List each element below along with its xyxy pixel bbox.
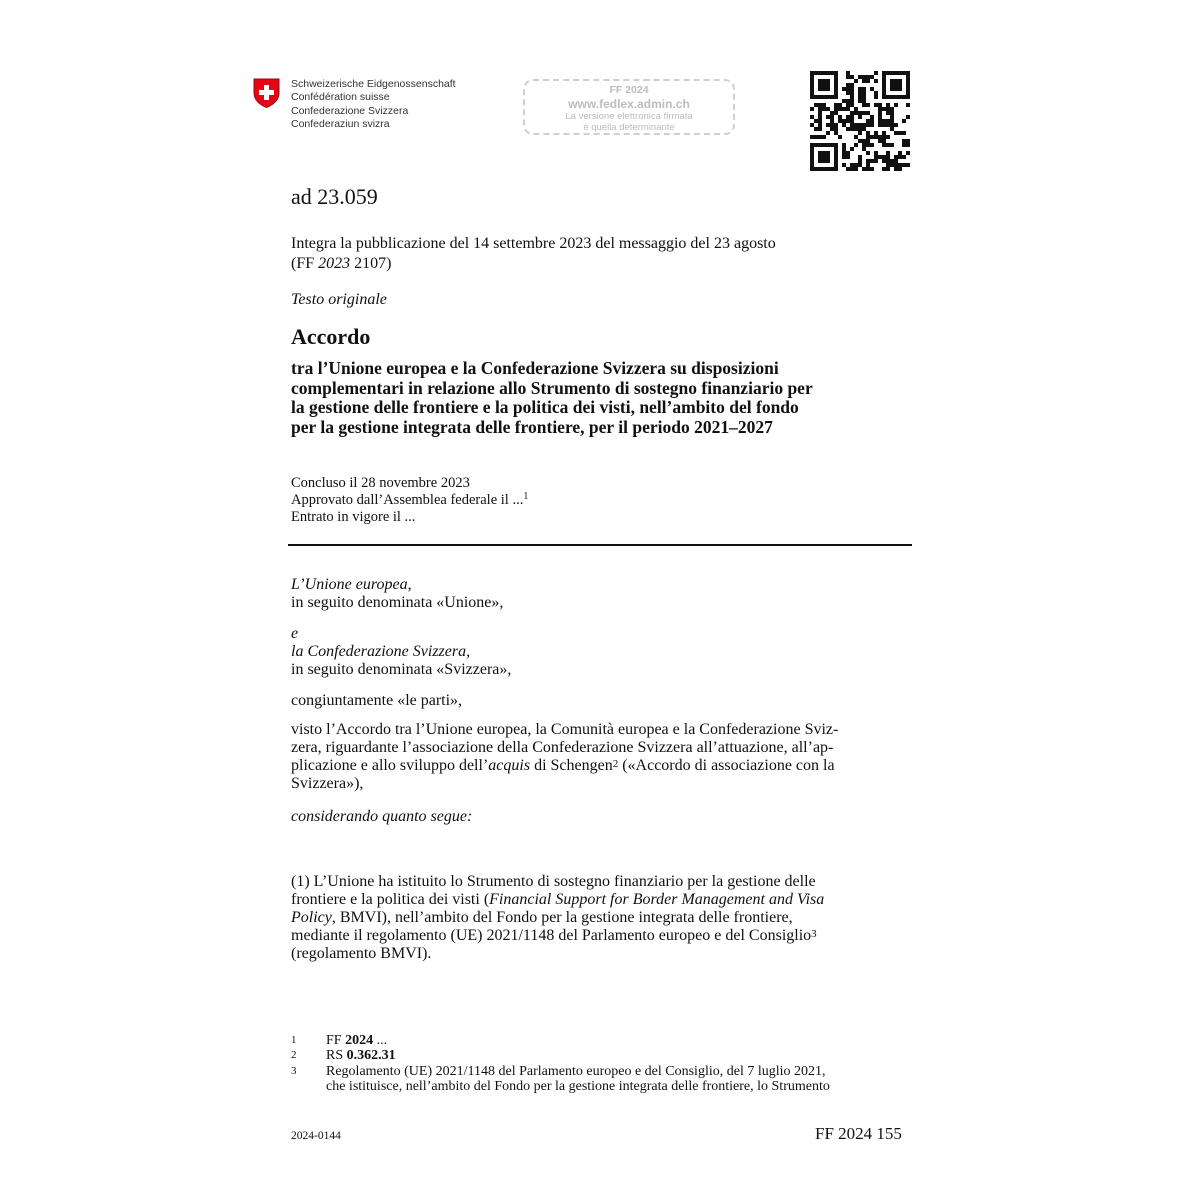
- recital-line: (1) L’Unione ha istituito lo Strumento di sostegno finanziario per la gestione delle: [291, 873, 816, 890]
- confederation-name-rm: Confederaziun svizra: [291, 117, 390, 130]
- footnote-2: [291, 1048, 910, 1063]
- intro-line-2: [291, 254, 776, 274]
- stamp-edition: FF 2024: [609, 84, 649, 96]
- party-ch: [291, 625, 910, 679]
- recital-line: [291, 891, 910, 909]
- party-eu-denomination: in seguito denominata «Unione»,: [291, 594, 504, 611]
- subtitle-line: complementari in relazione allo Strumento di sostegno finanziario per: [291, 377, 813, 398]
- visto-text: di Schengen: [530, 757, 613, 774]
- party-ch-name: la Confederazione Svizzera,: [291, 643, 471, 660]
- confederation-name-de: Schweizerische Eidgenossenschaft: [291, 78, 456, 90]
- visto-line: Svizzera»),: [291, 775, 364, 792]
- stamp-note-1: La versione elettronica firmata: [565, 111, 693, 122]
- visto-line: zera, riguardante l’associazione della Confederazione Svizzera all’attuazione, all’ap-: [291, 739, 834, 756]
- page-title: Accordo: [291, 324, 371, 349]
- in-force-date: Entrato in vigore il ...: [291, 509, 416, 525]
- concluded-date: Concluso il 28 novembre 2023: [291, 475, 470, 491]
- recital-text: , BMVI), nell’ambito del Fondo per la gestione integrata delle frontiere,: [331, 909, 793, 926]
- swiss-coat-of-arms-icon: [253, 78, 280, 108]
- subtitle-line: per la gestione integrata delle frontiere, per il periodo 2021–2027: [291, 416, 773, 437]
- footnote-1: [291, 1033, 910, 1048]
- footnote-text: FF: [326, 1033, 346, 1048]
- stamp-note-2: è quella determinante: [583, 122, 675, 133]
- footnote-ref-2[interactable]: 2: [612, 758, 619, 770]
- qr-code-icon: [810, 71, 910, 171]
- intro-line-1: Integra la pubblicazione del 14 settembre 2023 del messaggio del 23 agosto: [291, 235, 776, 252]
- intro-ff-page: 2107): [350, 255, 392, 272]
- visto-clause: [291, 721, 910, 793]
- confederation-name-it: Confederazione Svizzera: [291, 104, 409, 117]
- jointly-clause: congiuntamente «le parti»,: [291, 692, 463, 709]
- party-eu-name: L’Unione europea,: [291, 576, 412, 593]
- footnote-bold: 0.362.31: [346, 1048, 396, 1064]
- footnote-text: RS: [326, 1048, 347, 1064]
- stamp-url: www.fedlex.admin.ch: [568, 97, 690, 111]
- recital-1: [291, 873, 910, 963]
- document-code: 2024-0144: [291, 1130, 341, 1142]
- intro-ff-prefix: (FF: [291, 255, 319, 272]
- party-ch-denomination: in seguito denominata «Svizzera»,: [291, 661, 512, 678]
- footnote-text: Regolamento (UE) 2021/1148 del Parlamento europeo e del Consiglio, del 7 luglio 2021,: [326, 1063, 826, 1079]
- visto-line: visto l’Accordo tra l’Unione europea, la Comunità europea e la Confederazione Sviz-: [291, 721, 839, 738]
- footnote-ref-1[interactable]: 1: [523, 491, 529, 502]
- footnote-number: 2: [291, 1049, 297, 1062]
- confederation-name-fr: Confédération suisse: [291, 91, 390, 104]
- party-eu: [291, 576, 910, 612]
- intro-note: [291, 234, 776, 274]
- visto-text: plicazione e allo sviluppo dell’: [291, 757, 489, 774]
- subtitle-line: tra l’Unione europea e la Confederazione Svizzera su disposizioni: [291, 358, 779, 378]
- recital-line: (regolamento BMVI).: [291, 945, 432, 962]
- recital-text: frontiere e la politica dei visti (: [291, 891, 490, 908]
- footnote-bold: 2024: [345, 1033, 374, 1048]
- recital-english-term: Financial Support for Border Management and Visa: [489, 891, 825, 908]
- footnote-number: 1: [291, 1034, 297, 1046]
- recital-english-term: Policy: [291, 909, 332, 926]
- recital-line: [291, 927, 910, 945]
- footnote-3: [291, 1064, 910, 1095]
- divider: [288, 544, 912, 546]
- publication-stamp: [523, 79, 735, 135]
- intro-ff-year: 2023: [318, 255, 351, 272]
- agreement-subtitle: [291, 359, 911, 437]
- confederation-names: [291, 78, 456, 131]
- footnote-text: ...: [373, 1033, 388, 1048]
- page-reference: FF 2024 155: [815, 1124, 902, 1143]
- footnotes: [291, 1033, 910, 1094]
- considering-text: considerando quanto segue:: [291, 808, 473, 825]
- document-reference: ad 23.059: [291, 184, 378, 209]
- acquis-term: acquis: [488, 757, 531, 774]
- recital-line: [291, 909, 910, 927]
- footnote-text: che istituisce, nell’ambito del Fondo per la gestione integrata delle frontiere, lo Strumento: [326, 1078, 830, 1094]
- subtitle-line: la gestione delle frontiere e la politica dei visti, nell’ambito del fondo: [291, 397, 799, 417]
- conjunction: e: [291, 625, 299, 642]
- footnote-number: 3: [291, 1064, 297, 1077]
- agreement-dates: [291, 475, 528, 526]
- approved-date: [291, 492, 528, 509]
- recital-text: mediante il regolamento (UE) 2021/1148 del Parlamento europeo e del Consiglio: [291, 927, 812, 944]
- approved-text: Approvato dall’Assemblea federale il ...: [291, 492, 524, 508]
- footnote-ref-3[interactable]: 3: [811, 928, 817, 940]
- considering-clause: [291, 808, 910, 826]
- visto-line: [291, 757, 910, 775]
- visto-text: («Accordo di associazione con la: [618, 757, 835, 774]
- original-text-label: Testo originale: [291, 291, 387, 308]
